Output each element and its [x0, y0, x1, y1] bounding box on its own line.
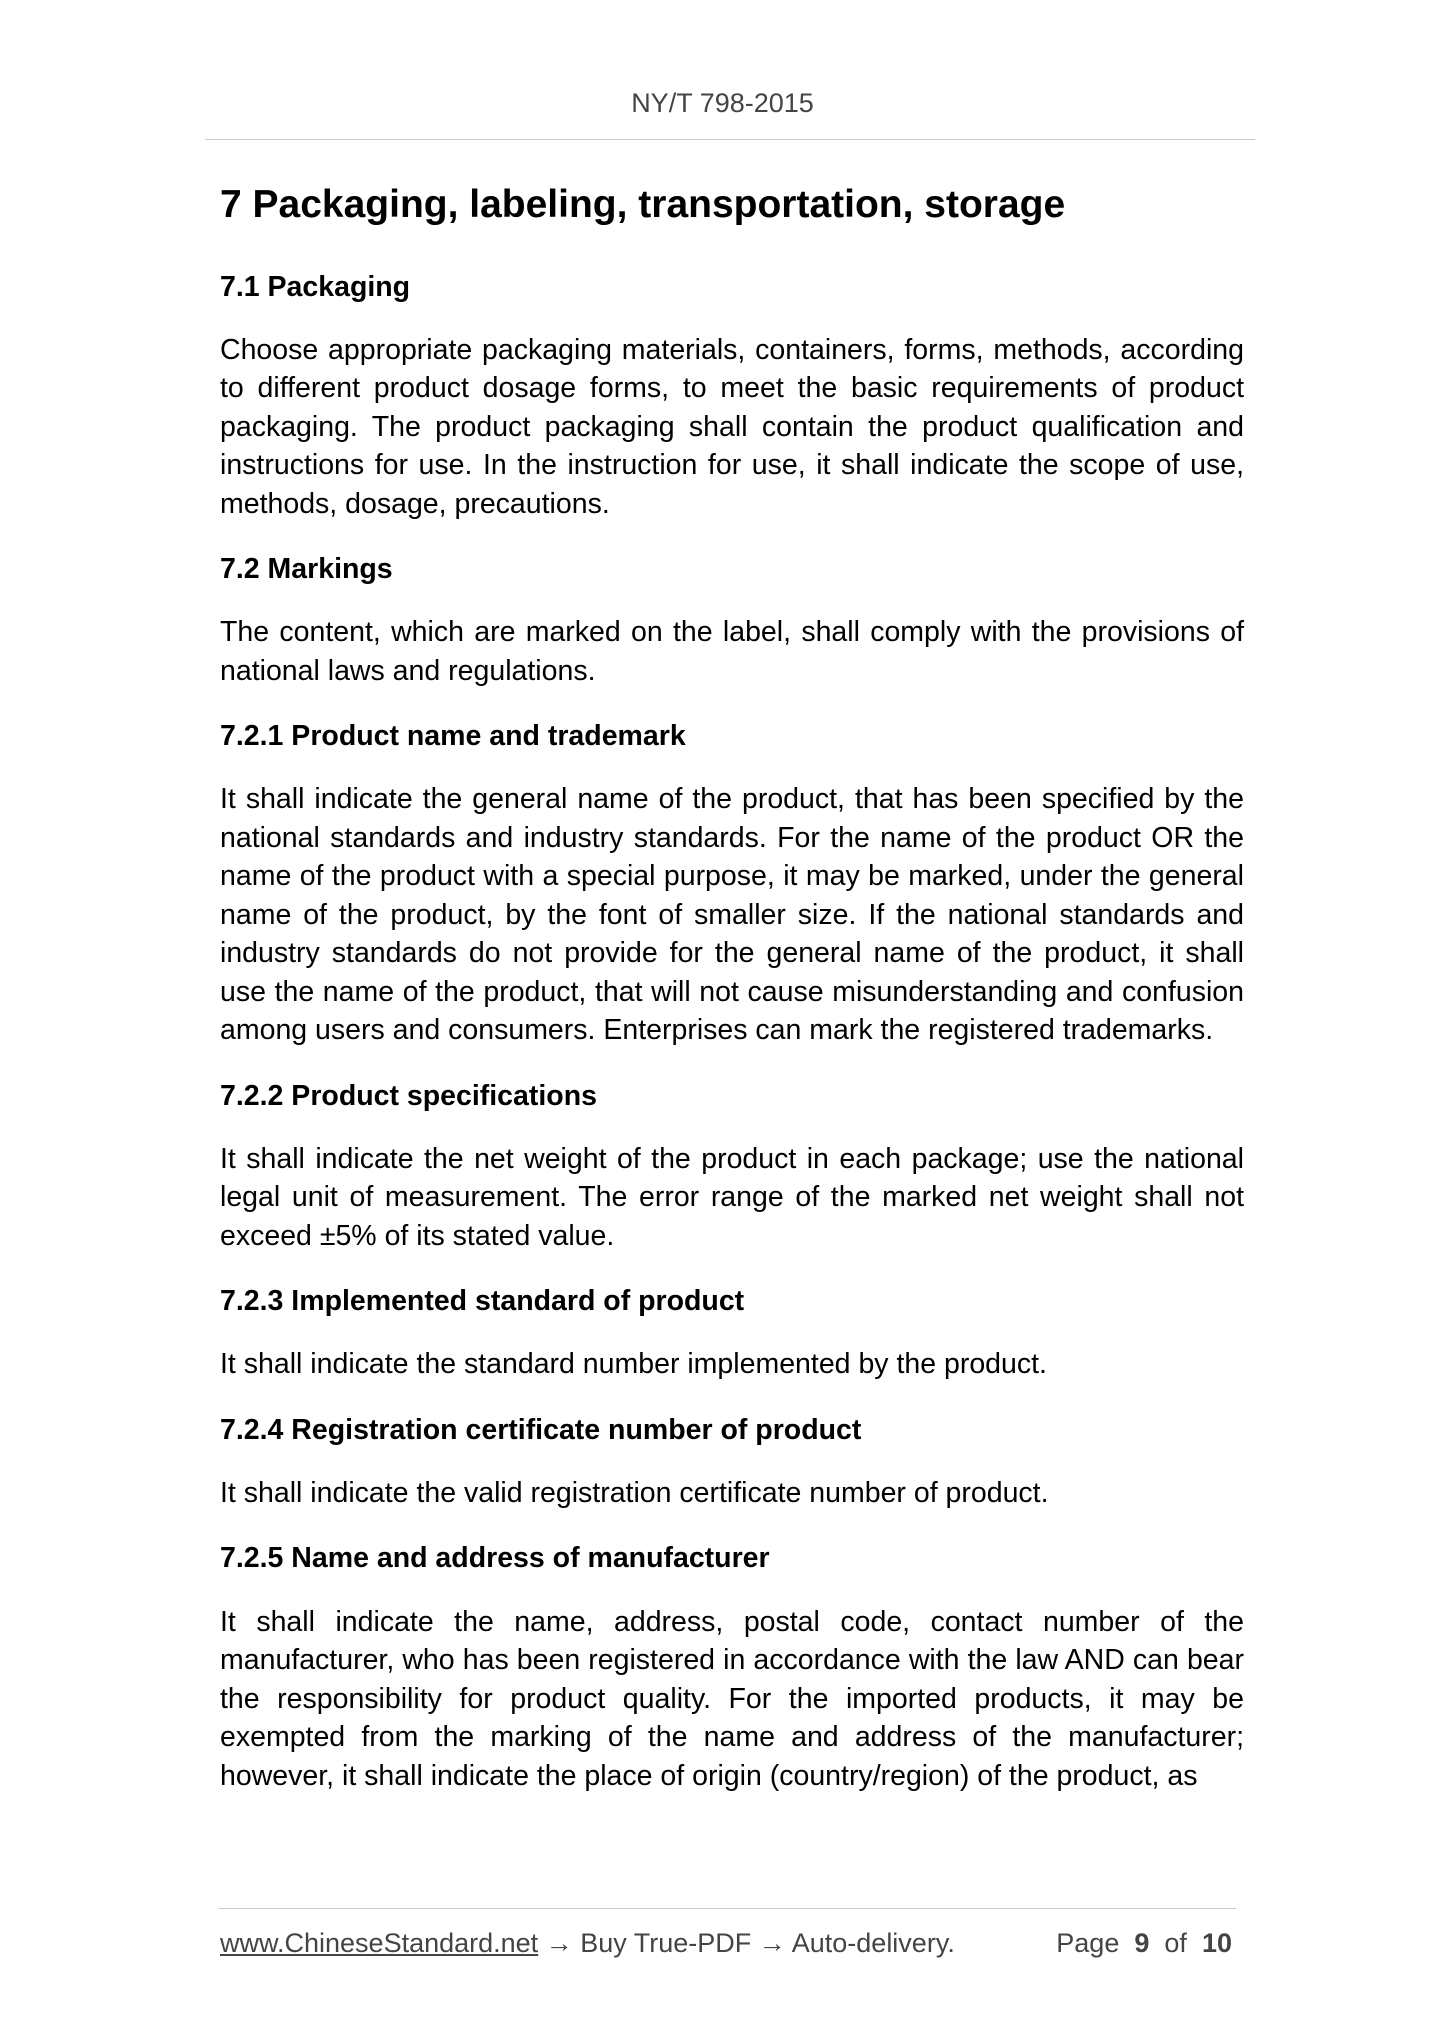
page-content — [220, 180, 1244, 1823]
subsection-text-7-2-2: It shall indicate the net weight of the product in each package; use the national legal unit of measurement. The error range of the marked net weight shall not exceed ±5% of its stated value. — [220, 1142, 1244, 1252]
subsection-text-7-2: The content, which are marked on the label, shall comply with the provisions of national laws and regulations. — [220, 616, 1244, 687]
footer-promo — [220, 1928, 955, 1959]
header-divider — [205, 139, 1255, 140]
subsection-text-7-2-3: It shall indicate the standard number implemented by the product. — [220, 1348, 1047, 1381]
subsection-heading-7-2-1: 7.2.1 Product name and trademark — [220, 720, 686, 753]
subsection-heading-7-2-2: 7.2.2 Product specifications — [220, 1079, 597, 1112]
subsection-heading-7-2: 7.2 Markings — [220, 553, 393, 586]
site-link[interactable]: www.ChineseStandard.net — [220, 1928, 539, 1958]
subsection-text-7-1: Choose appropriate packaging materials, containers, forms, methods, according to different product dosage forms, to meet the basic requirements of product packaging. The product packaging shall contain the product qualification and instructions for use. In the instruction for use, it shall indicate the scope of use, methods, dosage, precautions. — [220, 333, 1244, 520]
subsection-text-7-2-1: It shall indicate the general name of the product, that has been specified by the national standards and industry standards. For the name of the product OR the name of the product with a special purpose, it may be marked, under the general name of the product, by the font of smaller size. If the national standards and industry standards do not provide for the general name of the product, it shall use the name of the product, that will not cause misunderstanding and confusion among users and consumers. Enterprises can mark the registered trademarks. — [220, 783, 1244, 1047]
section-title: 7 Packaging, labeling, transportation, storage — [220, 183, 1066, 226]
subsection-text-7-2-4: It shall indicate the valid registration certificate number of product. — [220, 1476, 1049, 1509]
document-code-header: NY/T 798-2015 — [631, 88, 814, 118]
page-label: Page — [1056, 1928, 1120, 1958]
page-total: 10 — [1201, 1928, 1232, 1958]
footer-promo-text: → Buy True-PDF → Auto-delivery. — [538, 1928, 955, 1958]
subsection-heading-7-2-5: 7.2.5 Name and address of manufacturer — [220, 1542, 770, 1575]
subsection-text-7-2-5: It shall indicate the name, address, postal code, contact number of the manufacturer, who has been registered in accordance with the law AND can bear the responsibility for product quality. For the imported products, it may be exempted from the marking of the name and address of the manufacturer; however, it shall indicate the place of origin (country/region) of the product, as — [220, 1605, 1244, 1792]
footer-divider — [218, 1908, 1236, 1909]
page-number — [1056, 1928, 1232, 1959]
subsection-heading-7-1: 7.1 Packaging — [220, 270, 411, 303]
page-of-label: of — [1164, 1928, 1187, 1958]
subsection-heading-7-2-3: 7.2.3 Implemented standard of product — [220, 1285, 745, 1318]
subsection-heading-7-2-4: 7.2.4 Registration certificate number of product — [220, 1413, 862, 1446]
page-current: 9 — [1134, 1928, 1150, 1958]
